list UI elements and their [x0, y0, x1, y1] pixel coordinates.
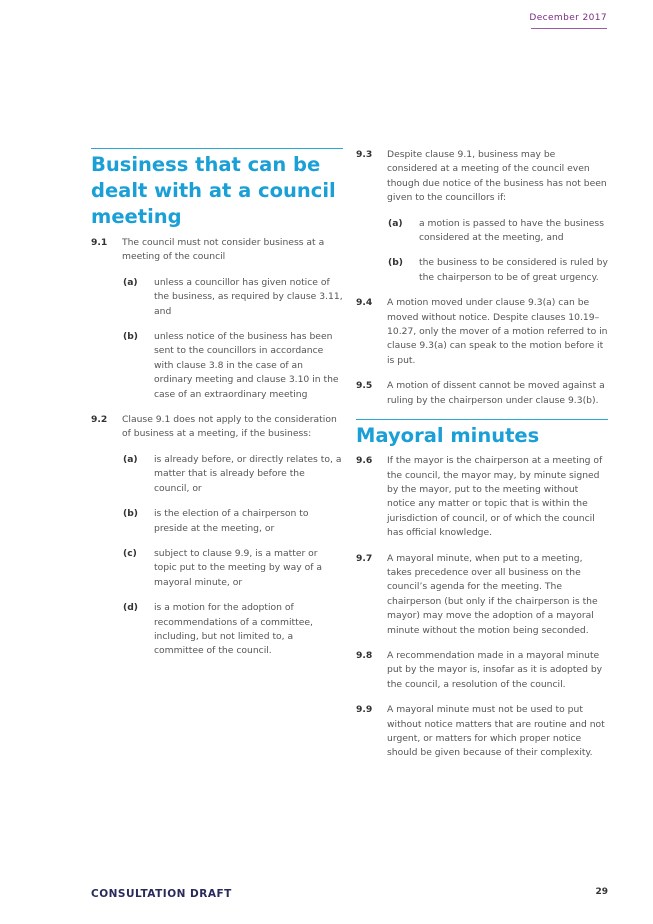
clause-9-5 [356, 379, 608, 408]
clause-9-4 [356, 296, 608, 368]
sub-clause [356, 217, 608, 246]
clause-9-9 [356, 703, 608, 761]
sub-clause-text: is the election of a chairperson to preside at the meeting, or [154, 508, 309, 534]
clause-number: 9.8 [356, 649, 373, 661]
left-column [91, 148, 343, 670]
clause-text: A recommendation made in a mayoral minute put by the mayor is, insofar as it is adopted by the council, a resolution of the council. [387, 649, 603, 690]
sub-clause-text: unless a councillor has given notice of the business, as required by clause 3.11, and [154, 276, 343, 317]
footer-label: CONSULTATION DRAFT [91, 888, 232, 900]
page-number: 29 [595, 887, 608, 897]
clause-number: 9.9 [356, 704, 373, 716]
clause-text: A mayoral minute, when put to a meeting, takes precedence over all business on the council’s agenda for the meeting. The chairperson (but only if the chairperson is the mayor) may move the adoption of a mayoral minute without the motion being seconded. [387, 552, 598, 636]
clause-number: 9.1 [91, 237, 108, 248]
clause-number: 9.3 [356, 149, 373, 160]
sub-clause-label: (b) [123, 508, 138, 520]
clause-text: If the mayor is the chairperson at a meeting of the council, the mayor may, by minute signed by the mayor, put to the meeting without notice any matter or topic that is within the jurisdiction of council, or of which the council has official knowledge. [387, 455, 603, 539]
sub-clause-label: (a) [123, 453, 138, 465]
sub-clause-label: (a) [388, 217, 403, 229]
sub-clause-text: the business to be considered is ruled by the chairperson to be of great urgency. [419, 257, 608, 283]
clause-9-3 [356, 148, 608, 206]
sub-clause-text: is a motion for the adoption of recommendations of a committee, including, but not limited to, a committee of the council. [154, 602, 313, 657]
header-rule [531, 28, 607, 29]
clause-text: A mayoral minute must not be used to put without notice matters that are routine and not urgent, or matters for which proper notice should be given because of their complexity. [387, 704, 605, 759]
sub-clause [91, 330, 343, 402]
sub-clause-text: is already before, or directly relates to, a matter that is already before the council, or [154, 453, 342, 494]
sub-clause [91, 601, 343, 659]
clause-9-1 [91, 236, 343, 265]
clause-number: 9.6 [356, 455, 373, 467]
clause-text: Despite clause 9.1, business may be considered at a meeting of the council even though due notice of the business has not been given to the councillors if: [387, 149, 607, 204]
section-heading: Mayoral minutes [356, 424, 540, 448]
clause-9-7 [356, 552, 608, 638]
sub-clause-label: (b) [388, 257, 403, 269]
sub-clause [91, 276, 343, 319]
sub-clause [91, 547, 343, 590]
right-column [356, 148, 608, 772]
clause-9-2 [91, 413, 343, 442]
sub-clause [91, 453, 343, 496]
clause-number: 9.7 [356, 552, 373, 564]
header-date: December 2017 [529, 13, 607, 23]
sub-clause-text: unless notice of the business has been sent to the councillors in accordance with clause 3.8 in the case of an ordinary meeting and clause 3.10 in the case of an extraordinary meeting [154, 331, 339, 400]
clause-text: A motion of dissent cannot be moved against a ruling by the chairperson under clause 9.3(b). [387, 380, 605, 406]
clause-number: 9.2 [91, 414, 108, 426]
clause-9-8 [356, 649, 608, 692]
sub-clause-label: (c) [123, 547, 137, 559]
sub-clause-label: (a) [123, 276, 138, 288]
clause-text: Clause 9.1 does not apply to the consideration of business at a meeting, if the business: [122, 414, 337, 440]
sub-clause-label: (b) [123, 331, 138, 343]
clause-text: The council must not consider business at a meeting of the council [122, 237, 325, 263]
clause-text: A motion moved under clause 9.3(a) can be moved without notice. Despite clauses 10.19–10.27, only the mover of a motion referred to in clause 9.3(a) can speak to the motion before it is put. [387, 297, 608, 366]
clause-number: 9.5 [356, 380, 373, 392]
sub-clause [356, 256, 608, 285]
sub-clause-label: (d) [123, 602, 138, 614]
clause-number: 9.4 [356, 297, 373, 309]
clause-9-6 [356, 454, 608, 540]
sub-clause [91, 507, 343, 536]
sub-clause-text: a motion is passed to have the business considered at the meeting, and [419, 217, 604, 244]
sub-clause-text: subject to clause 9.9, is a matter or topic put to the meeting by way of a mayoral minute, or [154, 547, 322, 588]
section-heading: Business that can be dealt with at a council meeting [91, 153, 336, 228]
